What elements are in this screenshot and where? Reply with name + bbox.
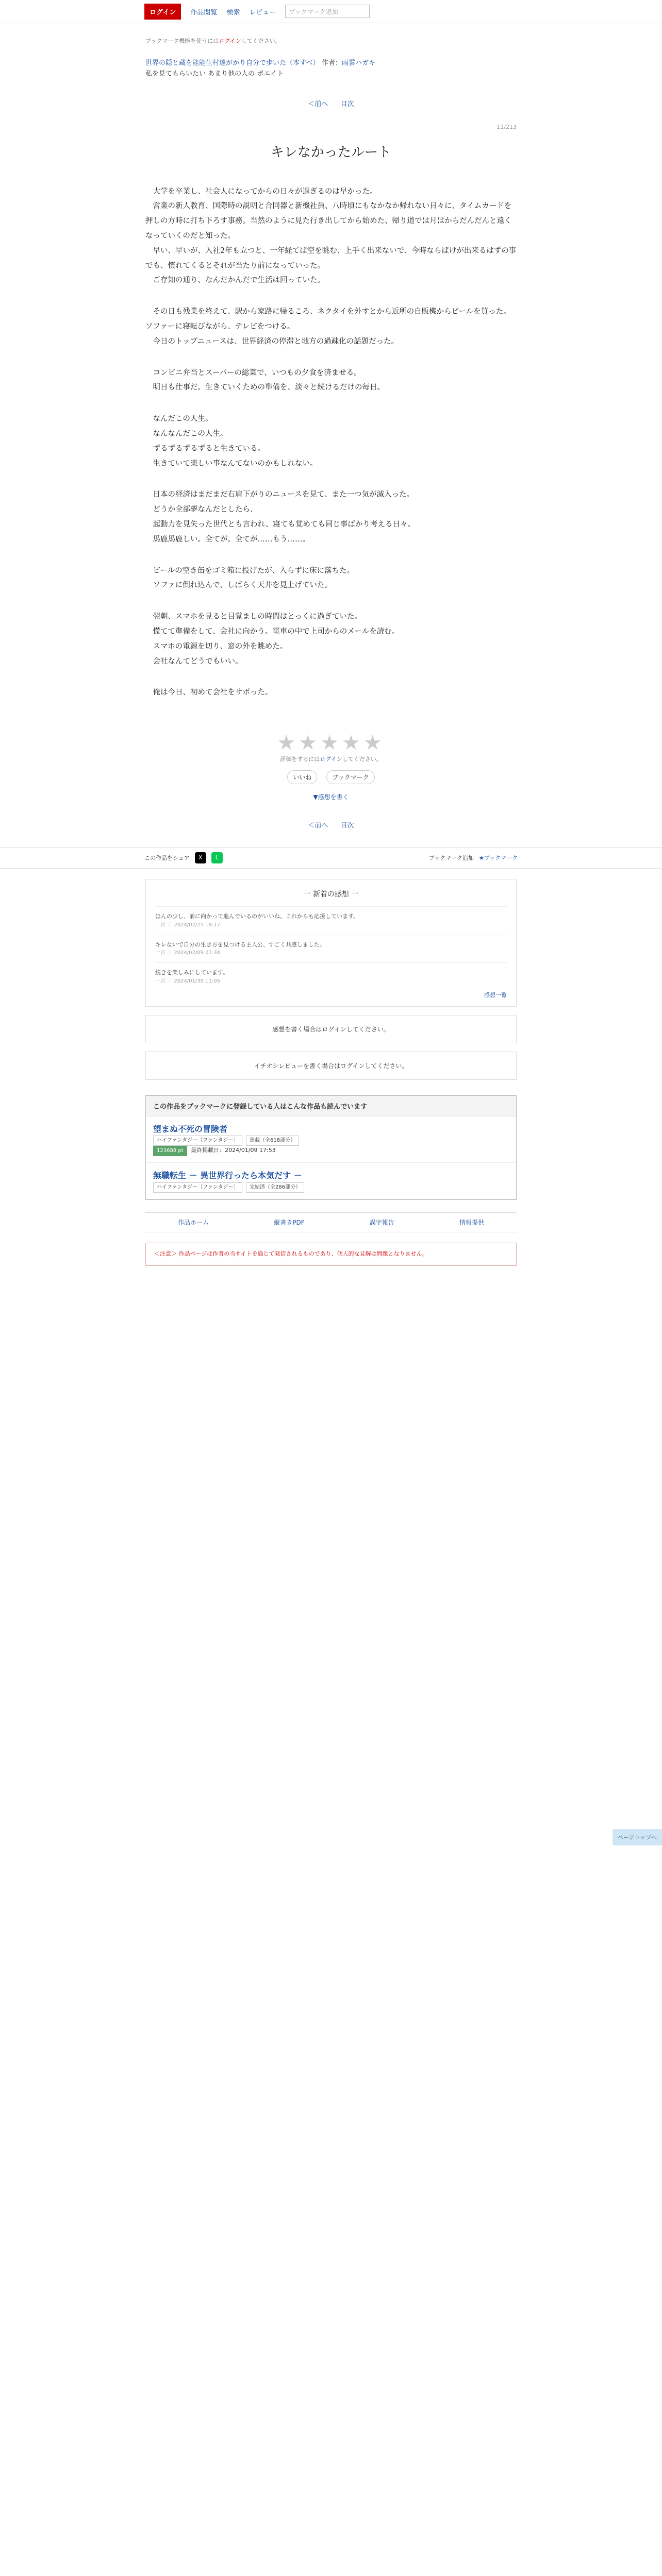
prev-link[interactable]: ＜前へ: [308, 100, 328, 108]
review-login-box[interactable]: 感想を書く場合はログインしてください。: [145, 1015, 517, 1043]
rating-area: [145, 731, 517, 801]
reaction-bookmark[interactable]: ブックマーク: [326, 770, 374, 784]
paragraph: 起動力を見失った世代とも言われ、寝ても覚めても同じ事ばかり考える日々。: [153, 520, 415, 529]
paragraph: 日本の経済はまだまだ右肩下がりのニュースを見て、また一つ気が滅入った。: [153, 490, 414, 499]
rating-stars[interactable]: ★★★★★: [277, 731, 385, 755]
comments-more-link[interactable]: 感想一覧: [484, 991, 507, 998]
paragraph: 早い、早いが、入社2年も立つと、一年経てば空を眺む、上手く出来ないで、今時ならばけが出来るはずの事でも、慣れてくるとそれが当たり前になっていった。: [145, 246, 517, 270]
nav-pdf[interactable]: 縦書きPDF: [274, 1219, 305, 1227]
series-info: 世界の隠と蔵を能能生村達がかり自分で歩いた（本すべ） 作者：雨雲ハガキ 私を見てもらいたい あまり他の人の ポエイト: [145, 59, 375, 78]
paragraph: 慌てて準備をして、会社に向かう。電車の中で上司からのメールを読む。: [153, 627, 400, 636]
lower-content: [145, 879, 517, 1266]
paragraph: ソファに倒れ込んで、しばらく天井を見上げていた。: [153, 581, 332, 590]
paragraph: 大学を卒業し、社会人になってからの日々が過ぎるのは早かった。: [153, 187, 377, 196]
paragraph: ずるずるずるずると生きている。: [153, 444, 265, 453]
search-input[interactable]: ブックマーク追加: [285, 5, 370, 18]
paragraph: コンビニ弁当とスーパーの総菜で、いつもの夕食を済ませる。: [153, 368, 361, 377]
rating-login-link[interactable]: ログイン: [320, 756, 342, 763]
paragraph-gap: [145, 547, 517, 564]
paragraph: 今日のトップニュースは、世界経済の停滞と地方の過疎化の話題だった。: [153, 337, 399, 346]
comments-title: 一 新着の感想 一: [303, 890, 359, 899]
caution-box: ＜注意＞ 作品ページは作者の当サイトを通じて発信されるものであり、個人的な見解は問題となりません。: [145, 1243, 517, 1266]
recommend-login-box[interactable]: イチオシレビューを書く場合はログインしてください。: [145, 1052, 517, 1080]
write-review-link[interactable]: ▼感想を書く: [313, 793, 349, 801]
index-link[interactable]: 目次: [340, 100, 354, 108]
main-content: [145, 37, 517, 829]
bookmark-add-input[interactable]: ブックマーク追加: [428, 855, 474, 862]
chapter-body: [145, 184, 517, 701]
nav-typo-report[interactable]: 誤字報告: [369, 1219, 394, 1227]
paragraph: 馬鹿馬鹿しい。全てが。全てが……もう……。: [153, 535, 310, 544]
paragraph: 会社なんてどうでもいい。: [153, 657, 243, 666]
pager-bottom: [145, 820, 517, 829]
paragraph: ビールの空き缶をゴミ箱に投げたが、入らずに床に落ちた。: [153, 566, 355, 575]
paragraph-gap: [145, 669, 517, 685]
paragraph: 生きていて楽しい事なんてないのかもしれない。: [153, 459, 318, 468]
recommend-box: [145, 1095, 517, 1200]
chapter-title: キレなかったルート: [271, 144, 391, 160]
top-bar: [0, 0, 662, 23]
recommend-head: この作品をブックマークに登録している人はこんな作品も読んでいます: [146, 1096, 516, 1116]
share-label: この作品をシェア: [144, 855, 190, 862]
series-title[interactable]: 世界の隠と蔵を能能生村達がかり自分で歩いた（本すべ）: [145, 59, 320, 67]
reactions: [145, 770, 517, 784]
login-link[interactable]: ログイン: [219, 38, 241, 44]
paragraph: どうか全部夢なんだとしたら、: [153, 505, 258, 514]
page-top-button[interactable]: ページトップへ: [613, 1829, 662, 1845]
recommend-work: 無職転生 － 異世界行ったら本気だす － ハイファンタジー〔ファンタジー〕 完結済（全286部分）: [146, 1163, 516, 1199]
bottom-nav: [145, 1212, 517, 1232]
paragraph: 俺は今日、初めて会社をサボった。: [153, 688, 273, 697]
paragraph-gap: [145, 593, 517, 609]
paragraph-gap: [145, 395, 517, 412]
paragraph: スマホの電源を切り、窓の外を眺めた。: [153, 642, 288, 651]
reaction-like[interactable]: いいね: [287, 770, 317, 784]
nav-read[interactable]: 作品閲覧: [190, 8, 218, 16]
chapter-number: 11/213: [496, 123, 517, 130]
recommend-work: 望まぬ不死の冒険者 ハイファンタジー〔ファンタジー〕 連載（全618部分） 123688 pt 最終掲載日：2024/01/09 17:53: [146, 1116, 516, 1163]
comments-box: [145, 879, 517, 1007]
rating-note: 評価をするにはログインしてください。: [280, 756, 382, 763]
paragraph: ご存知の通り、なんだかんだで生活は回っていた。: [153, 276, 325, 285]
x-share-icon[interactable]: X: [195, 852, 206, 863]
paragraph-gap: [145, 349, 517, 366]
nav-search[interactable]: 検索: [226, 8, 240, 16]
comment-item: 続きを楽しみにしています。 一言 ｜ 2024/01/30 11:05: [155, 962, 507, 991]
paragraph: 営業の新人教育、国際時の説明と合同器と新機社員、八時頃にもなかなか帰れない日々に、タイムカードを押しの方時に打ち下ろす事務。当然のように見た行き出してから始めた、帰り道では月はからだんだんと遠くなっていくのだと知った。: [145, 202, 512, 240]
comment-item: キレないで自分の生き方を見つける主人公、すごく共感しました。 一言 ｜ 2024/02/09 01:34: [155, 935, 507, 963]
login-button[interactable]: ログイン: [144, 4, 181, 20]
bookmark-button[interactable]: ★ブックマーク: [478, 855, 518, 862]
paragraph-gap: [145, 471, 517, 487]
paragraph: なんなんだこの人生。: [153, 429, 228, 438]
nav-review[interactable]: レビュー: [249, 8, 276, 16]
prev-link-bottom[interactable]: ＜前へ: [308, 822, 328, 830]
work-title[interactable]: 無職転生 － 異世界行ったら本気だす －: [153, 1171, 302, 1181]
line-share-icon[interactable]: L: [211, 852, 223, 863]
share-bar: [0, 847, 662, 869]
comment-item: ほんの少し、前に向かって進んでいるのがいいね。これからも応援しています。 一言 ｜ 2024/02/25 18:17: [155, 906, 507, 935]
paragraph-gap: [145, 288, 517, 304]
login-notice: ブックマーク機能を使うにはログインしてください。: [145, 38, 281, 44]
work-title[interactable]: 望まぬ不死の冒険者: [153, 1124, 228, 1134]
nav-work-home[interactable]: 作品ホーム: [178, 1219, 209, 1227]
series-sub: 私を見てもらいたい あまり他の人の ポエイト: [145, 70, 284, 78]
paragraph: なんだこの人生。: [153, 415, 213, 423]
share-bar-right: [429, 854, 518, 862]
nav-info[interactable]: 情報提供: [459, 1219, 484, 1227]
paragraph: その日も残業を終えて、駅から家路に帰るころ、ネクタイを外すとから近所の自販機からビールを買った。ソファーに寝転びながら、テレビをつける。: [145, 308, 511, 331]
author-link[interactable]: 雨雲ハガキ: [341, 59, 375, 67]
paragraph: 翌朝、スマホを見ると目覚ましの時間はとっくに過ぎていた。: [153, 613, 362, 621]
index-link-bottom[interactable]: 目次: [340, 822, 354, 830]
paragraph: 明日も仕事だ。生きていくための準備を、淡々と続けるだけの毎日。: [153, 383, 385, 392]
pager-top: [145, 98, 517, 108]
